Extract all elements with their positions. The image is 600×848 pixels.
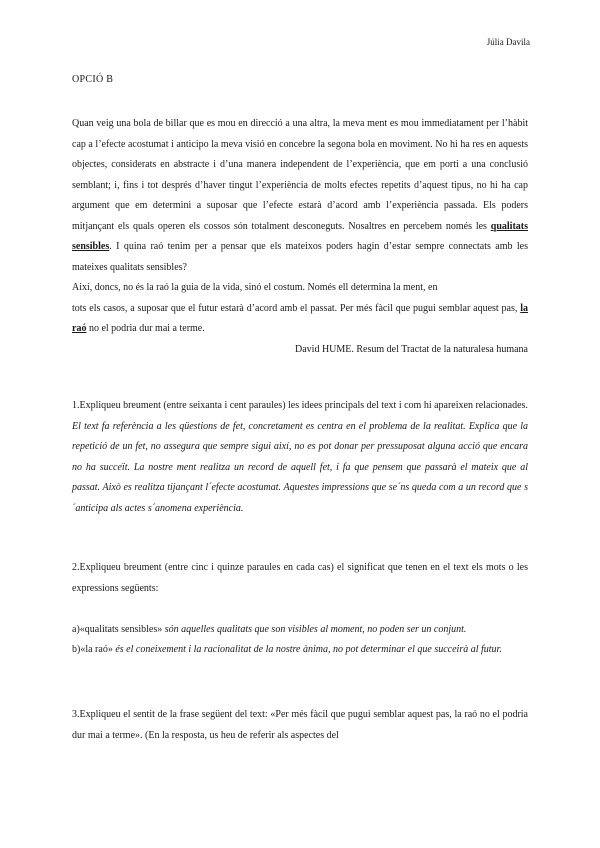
question-1-answer: El text fa referència a les qüestions de fet, concretament es centra en el problema de la realitat. Explica que la repetició de un fet, no assegura que sempre sigui així, no es pot donar per pressuposat alguna acció que encara no ha succeït. La nostre ment realitza un record de aquell fet, i fa que pensem que passarà el mateix que al passat. Això es realitza tijançant l´efecte acostumat. Aquestes impressions que se´ns queda com a un record que s´anticipa als actes s´anomena experiència. — [72, 420, 528, 514]
question-3-block — [72, 705, 528, 746]
highlight-la-rao: la raó — [72, 302, 528, 334]
question-1-block — [72, 396, 528, 519]
quote-source: David HUME. Resum del Tractat de la naturalesa humana — [295, 343, 528, 355]
question-2-text: 2.Expliqueu breument (entre cinc i quinze paraules en cada cas) el significat que tenen en el text els mots o les expressions següents: — [72, 562, 528, 594]
quote-text: tots els casos, a suposar que el futur estarà d’acord amb el passat. Per més fàcil que pugui semblar aquest pas, — [72, 302, 521, 314]
author-name: Júlia Davila — [486, 37, 530, 47]
option-heading: OPCIÓ B — [72, 74, 114, 85]
question-1-text: 1.Expliqueu breument (entre seixanta i cent paraules) les idees principals del text i com hi apareixen relacionades. — [72, 400, 528, 411]
question-2-item-b — [72, 640, 528, 661]
quote-paragraph-2: Així, doncs, no és la raó la guia de la vida, sinó el costum. Només ell determina la ment, en — [72, 282, 438, 293]
question-2-block — [72, 558, 528, 661]
question-3-text: 3.Expliqueu el sentit de la frase següent del text: «Per més fàcil que pugui semblar aquest pas, la raó no el podria dur mai a terme». (En la resposta, us heu de referir als aspectes del — [72, 709, 528, 741]
item-a-label: a)«qualitats sensibles» — [72, 623, 163, 635]
quote-text: Quan veig una bola de billar que es mou en direcció a una altra, la meva ment es mou immediatament per l’hàbit cap a l’efecte acostumat i anticipo la meva visió en concebre la segona bola en moviment. No hi ha res en aquests objectes, considerats en abstracte i d’una manera independent de l’experiència, que em porti a una conclusió semblant; i, fins i tot després d’haver tingut l’experiència de molts efectes repetits d’aquest tipus, no hi ha cap argument que em determini a suposar que l’efecte estarà d’acord amb l’experiència passada. Els poders mitjançant els quals operen els cossos són totalment desconeguts. Nosaltres en percebem només les — [72, 118, 528, 232]
question-2-item-a — [72, 620, 528, 641]
item-a-answer: són aquelles qualitats que son visibles al moment, no poden ser un conjunt. — [162, 623, 467, 635]
quote-block — [72, 114, 528, 360]
item-b-answer: és el coneixement i la racionalitat de la nostre ànima, no pot determinar el que succeirà al futur. — [112, 644, 502, 655]
quote-text: . I quina raó tenim per a pensar que els mateixos poders hagin d’estar sempre connectats amb les mateixes qualitats sensibles? — [72, 241, 528, 273]
highlight-qualitats-sensibles: qualitats sensibles — [72, 220, 528, 252]
item-b-label: b)«la raó» — [72, 644, 113, 655]
quote-paragraph-3 — [72, 299, 528, 340]
quote-paragraph-1 — [72, 114, 528, 278]
quote-text: no el podria dur mai a terme. — [86, 323, 205, 334]
